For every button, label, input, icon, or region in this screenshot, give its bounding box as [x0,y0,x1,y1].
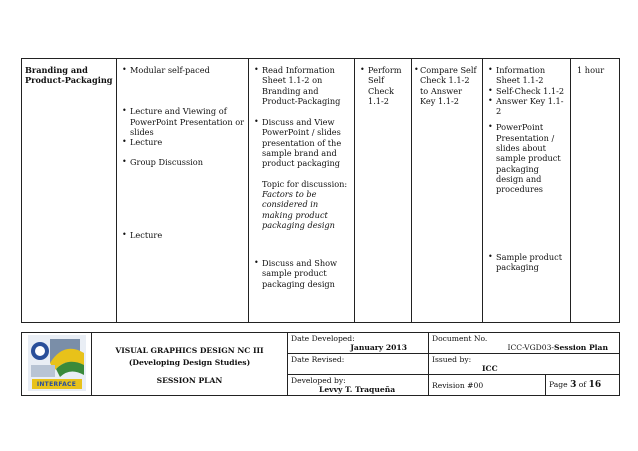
document-footer [21,332,620,396]
page-of: of [578,380,587,389]
logo-text: INTERFACE [36,381,77,388]
document-number-cell [429,333,620,354]
topic-text: Factors to be considered in making product packaging design [262,188,335,230]
page-cell [546,375,620,396]
revision-cell [429,375,546,396]
list-item: • Information Sheet 1.1-2 [487,65,567,86]
issued-by-value: ICC [482,364,498,373]
date-developed-label: Date Developed: [291,334,355,343]
answer-cell [412,59,483,323]
document-type: SESSION PLAN [156,375,223,385]
resources-cell [483,59,571,323]
activities-cell [249,59,355,323]
list-item: • Modular self-paced [121,65,245,75]
topic-label: Topic for discussion: [262,178,348,189]
date-revised-label: Date Revised: [291,355,345,364]
date-developed-value: January 2013 [350,343,407,352]
session-plan-table [21,58,620,323]
list-item: • Answer Key 1.1-2 [487,96,567,117]
time-value: 1 hour [577,65,605,75]
date-revised-cell [288,354,429,375]
learning-outcome-cell [22,59,117,323]
list-item: • Discuss and Show sample product packaging design [253,258,351,289]
outcome-title: Branding and Product-Packaging [25,65,113,86]
assessment-cell [355,59,412,323]
list-item: • Sample product packaging [487,252,567,273]
course-title: VISUAL GRAPHICS DESIGN NC III [115,345,264,355]
time-cell [571,59,620,323]
developed-by-cell [288,375,429,396]
list-item: • Self-Check 1.1-2 [487,86,567,96]
logo-cell [22,333,92,396]
list-item: • Perform Self Check 1.1-2 [359,65,408,106]
page-total: 16 [588,380,602,390]
developer-name: Levvy T. Traqueña [319,385,396,394]
document-number-prefix: ICC-VGD03- [507,343,554,352]
issued-by-cell [429,354,620,375]
document-number-suffix: Session Plan [553,343,609,352]
date-developed-cell [288,333,429,354]
course-title-cell [92,333,288,396]
list-item: • Lecture and Viewing of PowerPoint Presentation or slides [121,106,245,137]
methods-cell [117,59,249,323]
course-subtitle: (Developing Design Studies) [128,357,251,367]
list-item: • Compare Self Check 1.1-2 to Answer Key 1.1-2 [414,65,479,106]
list-item: • Lecture [121,230,245,240]
revision-number: Revision #00 [432,380,484,390]
list-item: • Group Discussion [121,157,245,167]
list-item: • Lecture [121,137,245,147]
list-item: • Read Information Sheet 1.1-2 on Branding and Product-Packaging [253,65,351,106]
table-row [22,59,620,323]
list-item: • Discuss and View PowerPoint / slides presentation of the sample brand and product packaging [253,117,351,168]
list-item: • PowerPoint Presentation / slides about sample product packaging design and procedures [487,122,567,194]
document-number [432,343,616,352]
document-number-label: Document No. [432,334,488,343]
page-number: 3 [570,380,577,390]
developed-by-label: Developed by: [291,376,346,385]
page-label: Page [549,380,568,389]
discussion-topic [253,179,351,230]
issued-by-label: Issued by: [432,355,472,364]
interface-logo [28,335,86,391]
